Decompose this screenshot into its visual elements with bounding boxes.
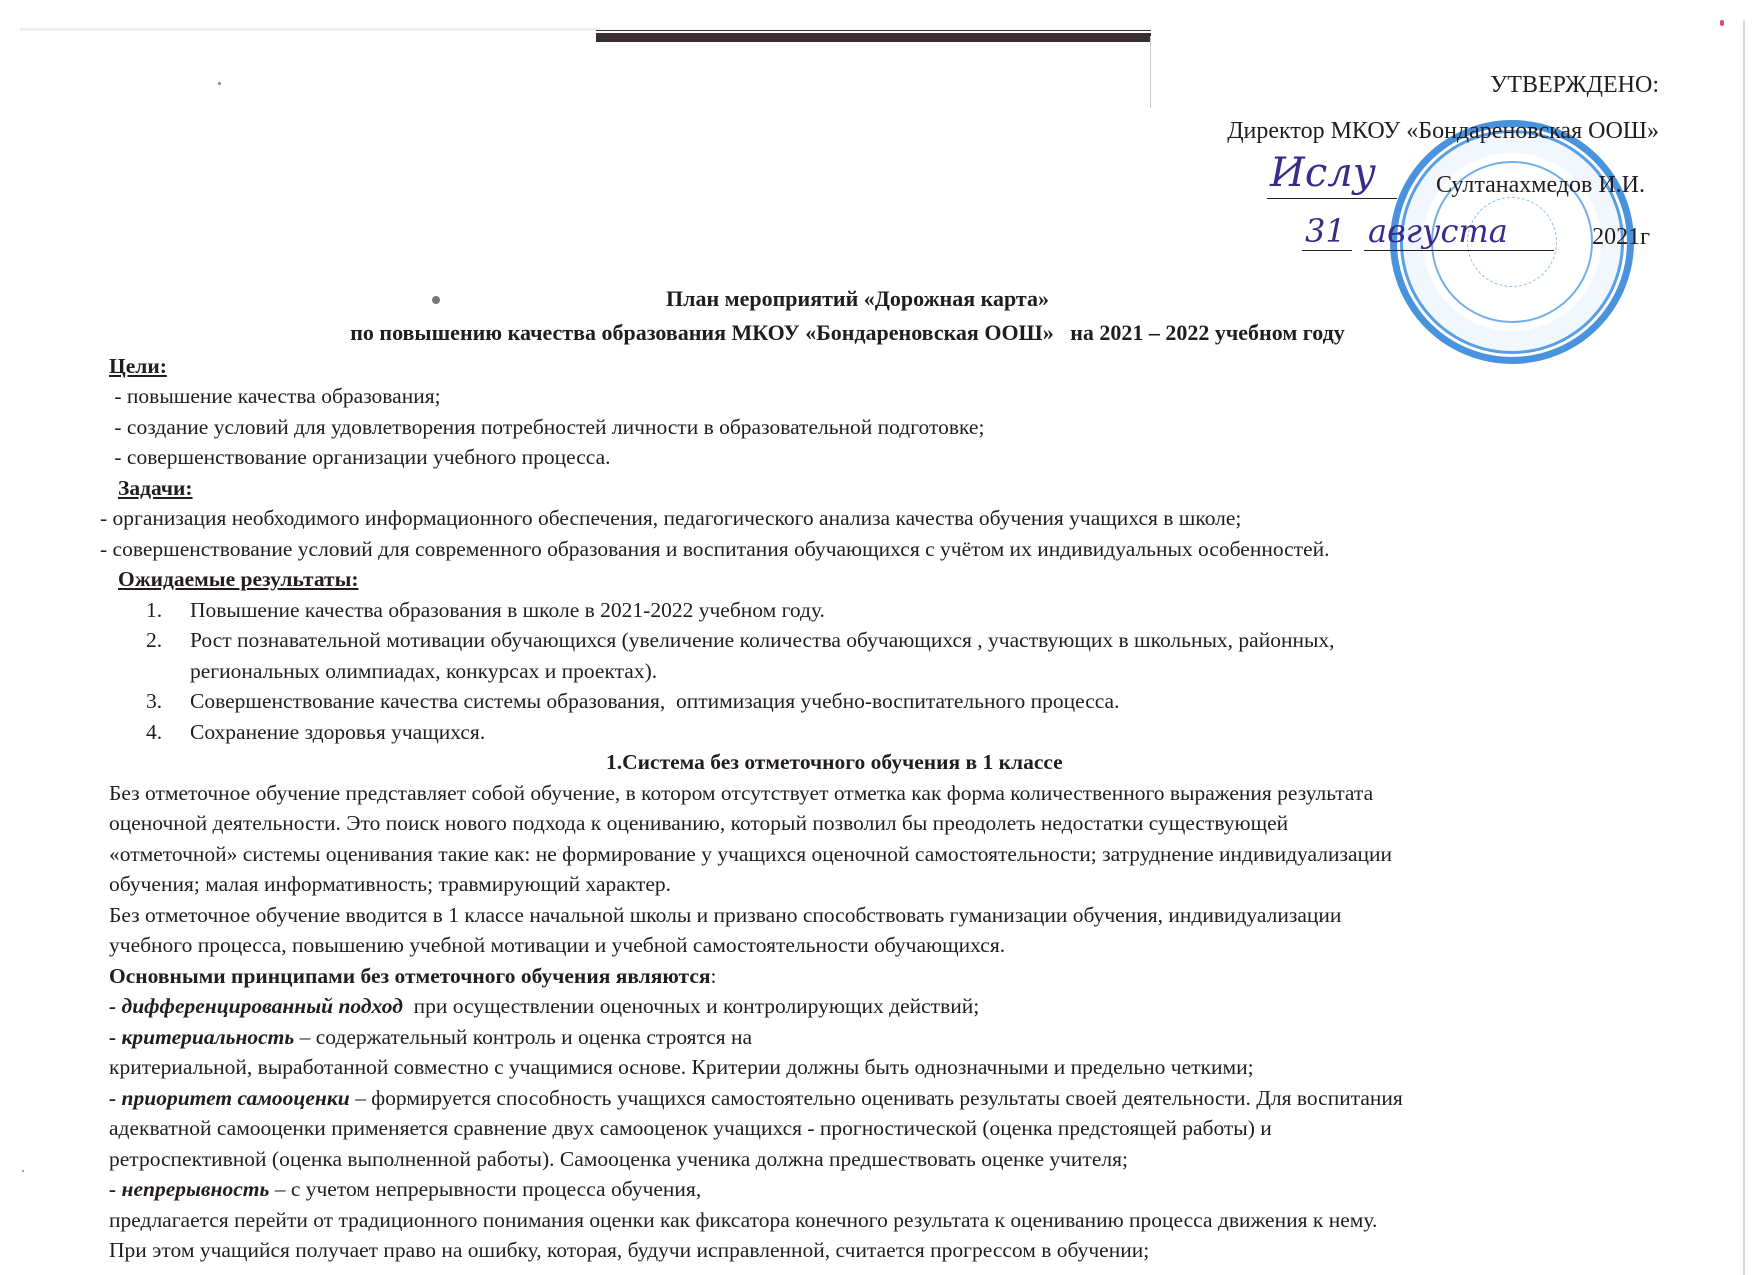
goals-heading: Цели: [109,354,167,378]
goal-item: - совершенствование организации учебного процесса. [109,445,611,469]
principle-item [109,1210,1377,1232]
task-item: - совершенствование условий для современного образования и воспитания обучающихся с учётом их индивидуальных особенностей. [100,537,1330,561]
director-position: Директор МКОУ «Бондареновская ООШ» [1227,118,1659,144]
result-text: Сохранение здоровья учащихся. [190,720,486,744]
month-line [1364,250,1554,251]
section-title: 1.Система без отметочного обучения в 1 классе [606,750,1063,774]
result-item [146,691,1119,713]
approval-block [0,0,1755,260]
approved-label: УТВЕРЖДЕНО: [1490,72,1659,98]
principle-term: - дифференцированный подход [109,994,403,1018]
result-text: Совершенствование качества системы образования, оптимизация учебно-воспитательного процесса. [190,689,1120,713]
paragraph-line: учебного процесса, повышению учебной мотивации и учебной самостоятельности обучающихся. [109,933,1006,957]
paragraph-line: Без отметочное обучение представляет собой обучение, в котором отсутствует отметка как форма количественного выражения результата [109,781,1374,805]
document-title: План мероприятий «Дорожная карта» [666,286,1049,311]
goal-item: - повышение качества образования; [109,384,441,408]
month-handwritten: августа [1368,212,1508,250]
scan-speck [22,1170,24,1172]
principle-item [109,1088,1403,1110]
principle-text: – формируется способность учащихся самостоятельно оценивать результаты своей деятельности. Для воспитания [349,1086,1403,1110]
day-handwritten: 31 [1305,212,1346,250]
result-number: 1. [146,598,163,622]
principle-term: - критериальность [109,1025,295,1049]
results-heading: Ожидаемые результаты: [118,567,359,591]
director-name: Султанахмедов И.И. [1436,172,1645,198]
principles-heading-text: Основными принципами без отметочного обучения являются [109,964,711,988]
day-line [1302,250,1352,251]
result-number: 3. [146,689,163,713]
result-text: Повышение качества образования в школе в 2021-2022 учебном году. [190,598,825,622]
principle-item [109,996,979,1018]
paragraph-line: обучения; малая информативность; травмирующий характер. [109,872,672,896]
principle-text: предлагается перейти от традиционного понимания оценки как фиксатора конечного результата к оцениванию процесса движения к нему. [109,1208,1378,1232]
principle-text: адекватной самооценки применяется сравнение двух самооценок учащихся - прогностической (оценка предстоящей работы) и [109,1116,1272,1140]
result-item [146,722,485,744]
principle-text: – с учетом непрерывности процесса обучения, [269,1177,702,1201]
principle-item [109,1240,1149,1262]
principle-item [109,1118,1272,1140]
principle-text: при осуществлении оценочных и контролирующих действий; [402,994,980,1018]
principle-text: ретроспективной (оценка выполненной работы). Самооценка ученика должна предшествовать оценке учителя; [109,1147,1128,1171]
principles-heading-colon: : [710,964,717,988]
approval-year: 2021г [1592,224,1650,250]
result-item [146,600,825,622]
task-item: - организация необходимого информационного обеспечения, педагогического анализа качества обучения учащихся в школе; [100,506,1242,530]
principle-term: - приоритет самооценки [109,1086,350,1110]
principle-term: - непрерывность [109,1177,270,1201]
signature-line [1267,198,1397,199]
paragraph-line: оценочной деятельности. Это поиск нового подхода к оцениванию, который позволил бы преодолеть недостатки существующей [109,811,1289,835]
result-item [146,630,1335,652]
paragraph-line: «отметочной» системы оценивания такие как: не формирование у учащихся оценочной самостоятельности; затруднение индивидуализации [109,842,1393,866]
principle-item [109,1027,752,1049]
signature: Ислу [1270,150,1376,196]
principles-heading [109,966,717,988]
paragraph-line: Без отметочное обучение вводится в 1 классе начальной школы и призвано способствовать гуманизации обучения, индивидуализации [109,903,1342,927]
result-number: 4. [146,720,163,744]
principle-item [109,1057,1254,1079]
principle-text: При этом учащийся получает право на ошибку, которая, будучи исправленной, считается прогрессом в обучении; [109,1238,1150,1262]
principle-item [109,1179,701,1201]
result-text: Рост познавательной мотивации обучающихся (увеличение количества обучающихся , участвующих в школьных, районных, [190,628,1335,652]
tasks-heading: Задачи: [118,476,193,500]
result-number: 2. [146,628,163,652]
principle-item [109,1149,1128,1171]
principle-text: критериальной, выработанной совместно с учащимися основе. Критерии должны быть однозначными и предельно четкими; [109,1055,1254,1079]
goal-item: - создание условий для удовлетворения потребностей личности в образовательной подготовке; [109,415,985,439]
result-text-continued: региональных олимпиадах, конкурсах и проектах). [190,659,658,683]
document-subtitle: по повышению качества образования МКОУ «Бондареновская ООШ» на 2021 – 2022 учебном году [350,320,1345,345]
principle-text: – содержательный контроль и оценка строятся на [294,1025,753,1049]
